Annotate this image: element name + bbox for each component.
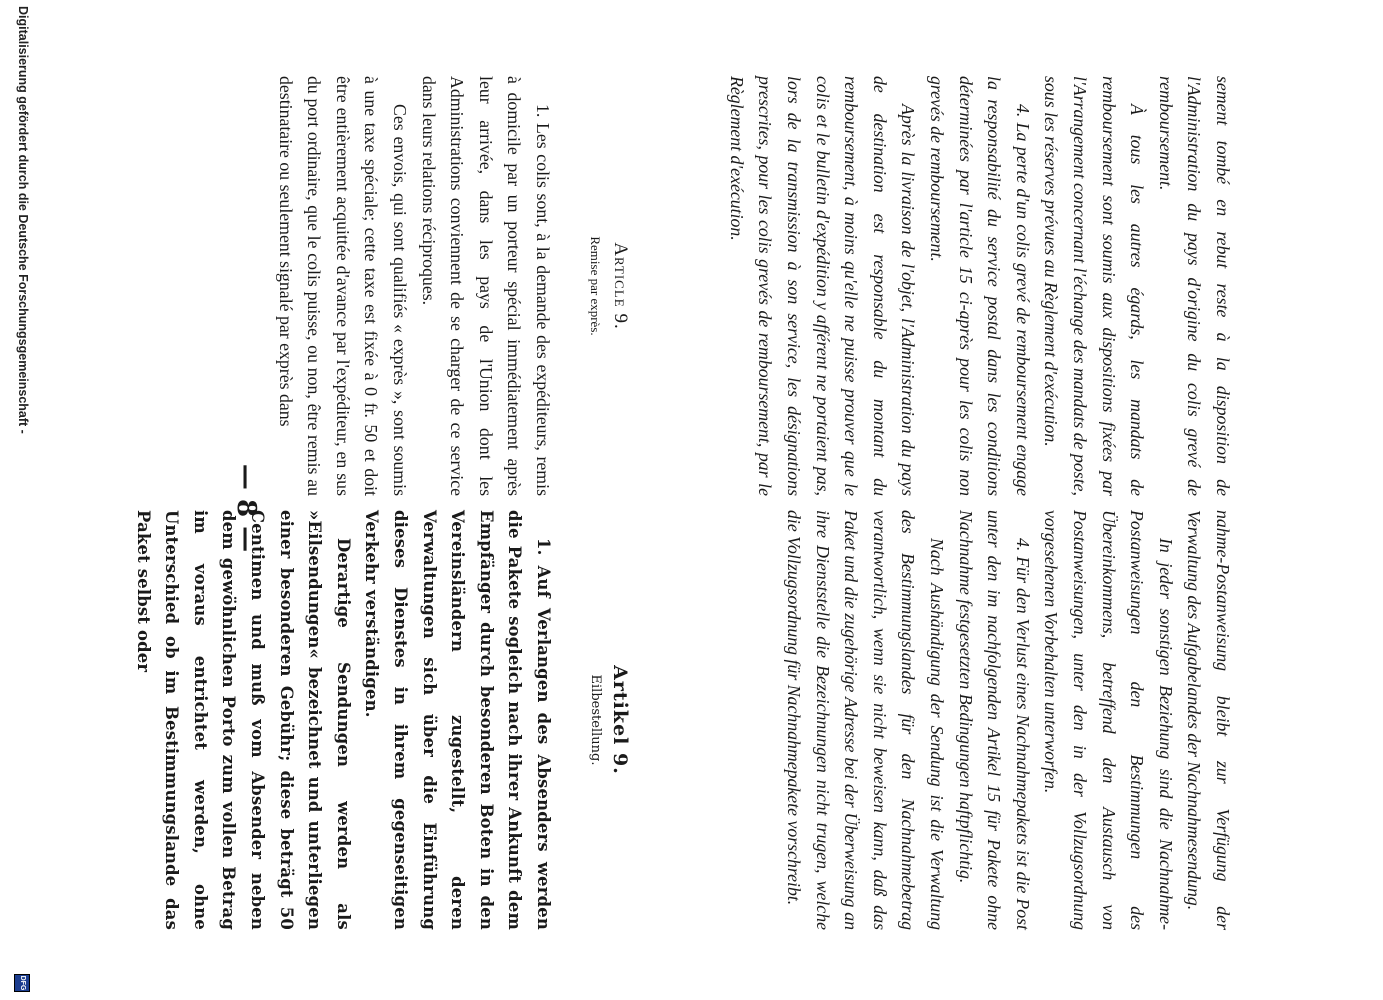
- french-column-top: [722, 76, 1237, 496]
- paragraph: In jeder sonstigen Beziehung sind die Nachnahme-Postanweisungen den Bestimmungen des Übereinkommens, betreffend den Austausch von Postanweisungen, unter den in der Vollzugsordnung vorgesehenen Vorbehalten unterworfen.: [1041, 510, 1176, 930]
- paragraph: 4. Für den Verlust eines Nachnahmepakets ist die Post unter den im nachfolgenden Artikel 15 für Pakete ohne Nachnahme festgesetzten Bedingungen haftpflichtig.: [955, 510, 1033, 930]
- credit-text: Digitalisierung gefördert durch die Deutsche Forschungsgemeinschaft -: [16, 6, 30, 434]
- german-column-article: [128, 510, 557, 930]
- paragraph: sement tombé en rebut reste à la disposition de l'Administration du pays d'origine du colis grevé de remboursement.: [1155, 76, 1233, 496]
- french-column-article: [271, 76, 557, 496]
- paragraph: Après la livraison de l'objet, l'Administration du pays de destination est responsable du montant du remboursement, à moins qu'elle ne puisse prouver que le colis et le bulletin d'expédition y afférent ne portaient pas, lors de la transmission à son service, les désignations prescrites, pour les colis grevés de remboursement, par le Règlement d'exécution.: [726, 76, 919, 496]
- digitization-credit: [8, 0, 38, 1000]
- paragraph: 1. Auf Verlangen des Absenders werden die Pakete sogleich nach ihrer Ankunft dem Empfänger durch besonderen Boten in den Vereinsländern zugestellt, deren Verwaltungen sich über die Einführung dieses Dienstes in ihrem gegenseitigen Verkehr verständigen.: [362, 510, 553, 930]
- article-title: Article 9.: [610, 242, 631, 330]
- page-number: — 8 —: [231, 463, 261, 553]
- paragraph: 1. Les colis sont, à la demande des expéditeurs, remis à domicile par un porteur spécial immédiatement après leur arrivée, dans les pays de l'Union dont les Administrations conviennent de se charger de ce service dans leurs relations réciproques.: [418, 76, 553, 496]
- dfg-logo-icon: DFG: [14, 974, 30, 992]
- paragraph: Ces envois, qui sont qualifiés « exprès », sont soumis à une taxe spéciale; cette taxe est fixée à 0 fr. 50 et doit être entièrement acquittée d'avance par l'expéditeur, en sus du port ordinaire, que le colis puisse, ou non, être remis au destinataire ou seulement signalé par exprès dans: [275, 76, 411, 496]
- french-article-heading: [587, 76, 631, 496]
- paragraph: nahme-Postanweisung bleibt zur Verfügung der Verwaltung des Aufgabelandes der Nachnahmesendung.: [1184, 510, 1233, 930]
- paragraph: Nach Aushändigung der Sendung ist die Verwaltung des Bestimmungslandes für den Nachnahmebetrag verantwortlich, wenn sie nicht beweisen kann, daß das Paket und die zugehörige Adresse bei der Überweisung an ihre Dienststelle die Bezeichnungen nicht trugen, welche die Vollzugsordnung für Nachnahmepakete vorschreibt.: [784, 510, 948, 930]
- paragraph: Derartige Sendungen werden als »Eilsendungen« bezeichnet und unterliegen einer besonderen Gebühr; diese beträgt 50 Centimen und muß vom Absender neben dem gewöhnlichen Porto zum vollen Betrag im voraus entrichtet werden, ohne Unterschied ob im Bestimmungslande das Paket selbst oder: [133, 510, 353, 930]
- german-column-top: [780, 510, 1238, 930]
- paragraph: À tous les autres égards, les mandats de remboursement sont soumis aux dispositions fixées par l'Arrangement concernant l'échange des mandats de poste, sous les réserves prévues au Règlement d'exécution.: [1041, 76, 1148, 496]
- article-subtitle: Eilbestellung.: [588, 674, 603, 766]
- paragraph: 4. La perte d'un colis grevé de remboursement engage la responsabilité du service postal dans les conditions déterminées par l'article 15 ci-après pour les colis non grevés de remboursement.: [927, 76, 1033, 496]
- article-title: Artikel 9.: [609, 665, 631, 775]
- german-article-heading: [588, 510, 631, 930]
- article-subtitle: Remise par exprès.: [588, 236, 603, 336]
